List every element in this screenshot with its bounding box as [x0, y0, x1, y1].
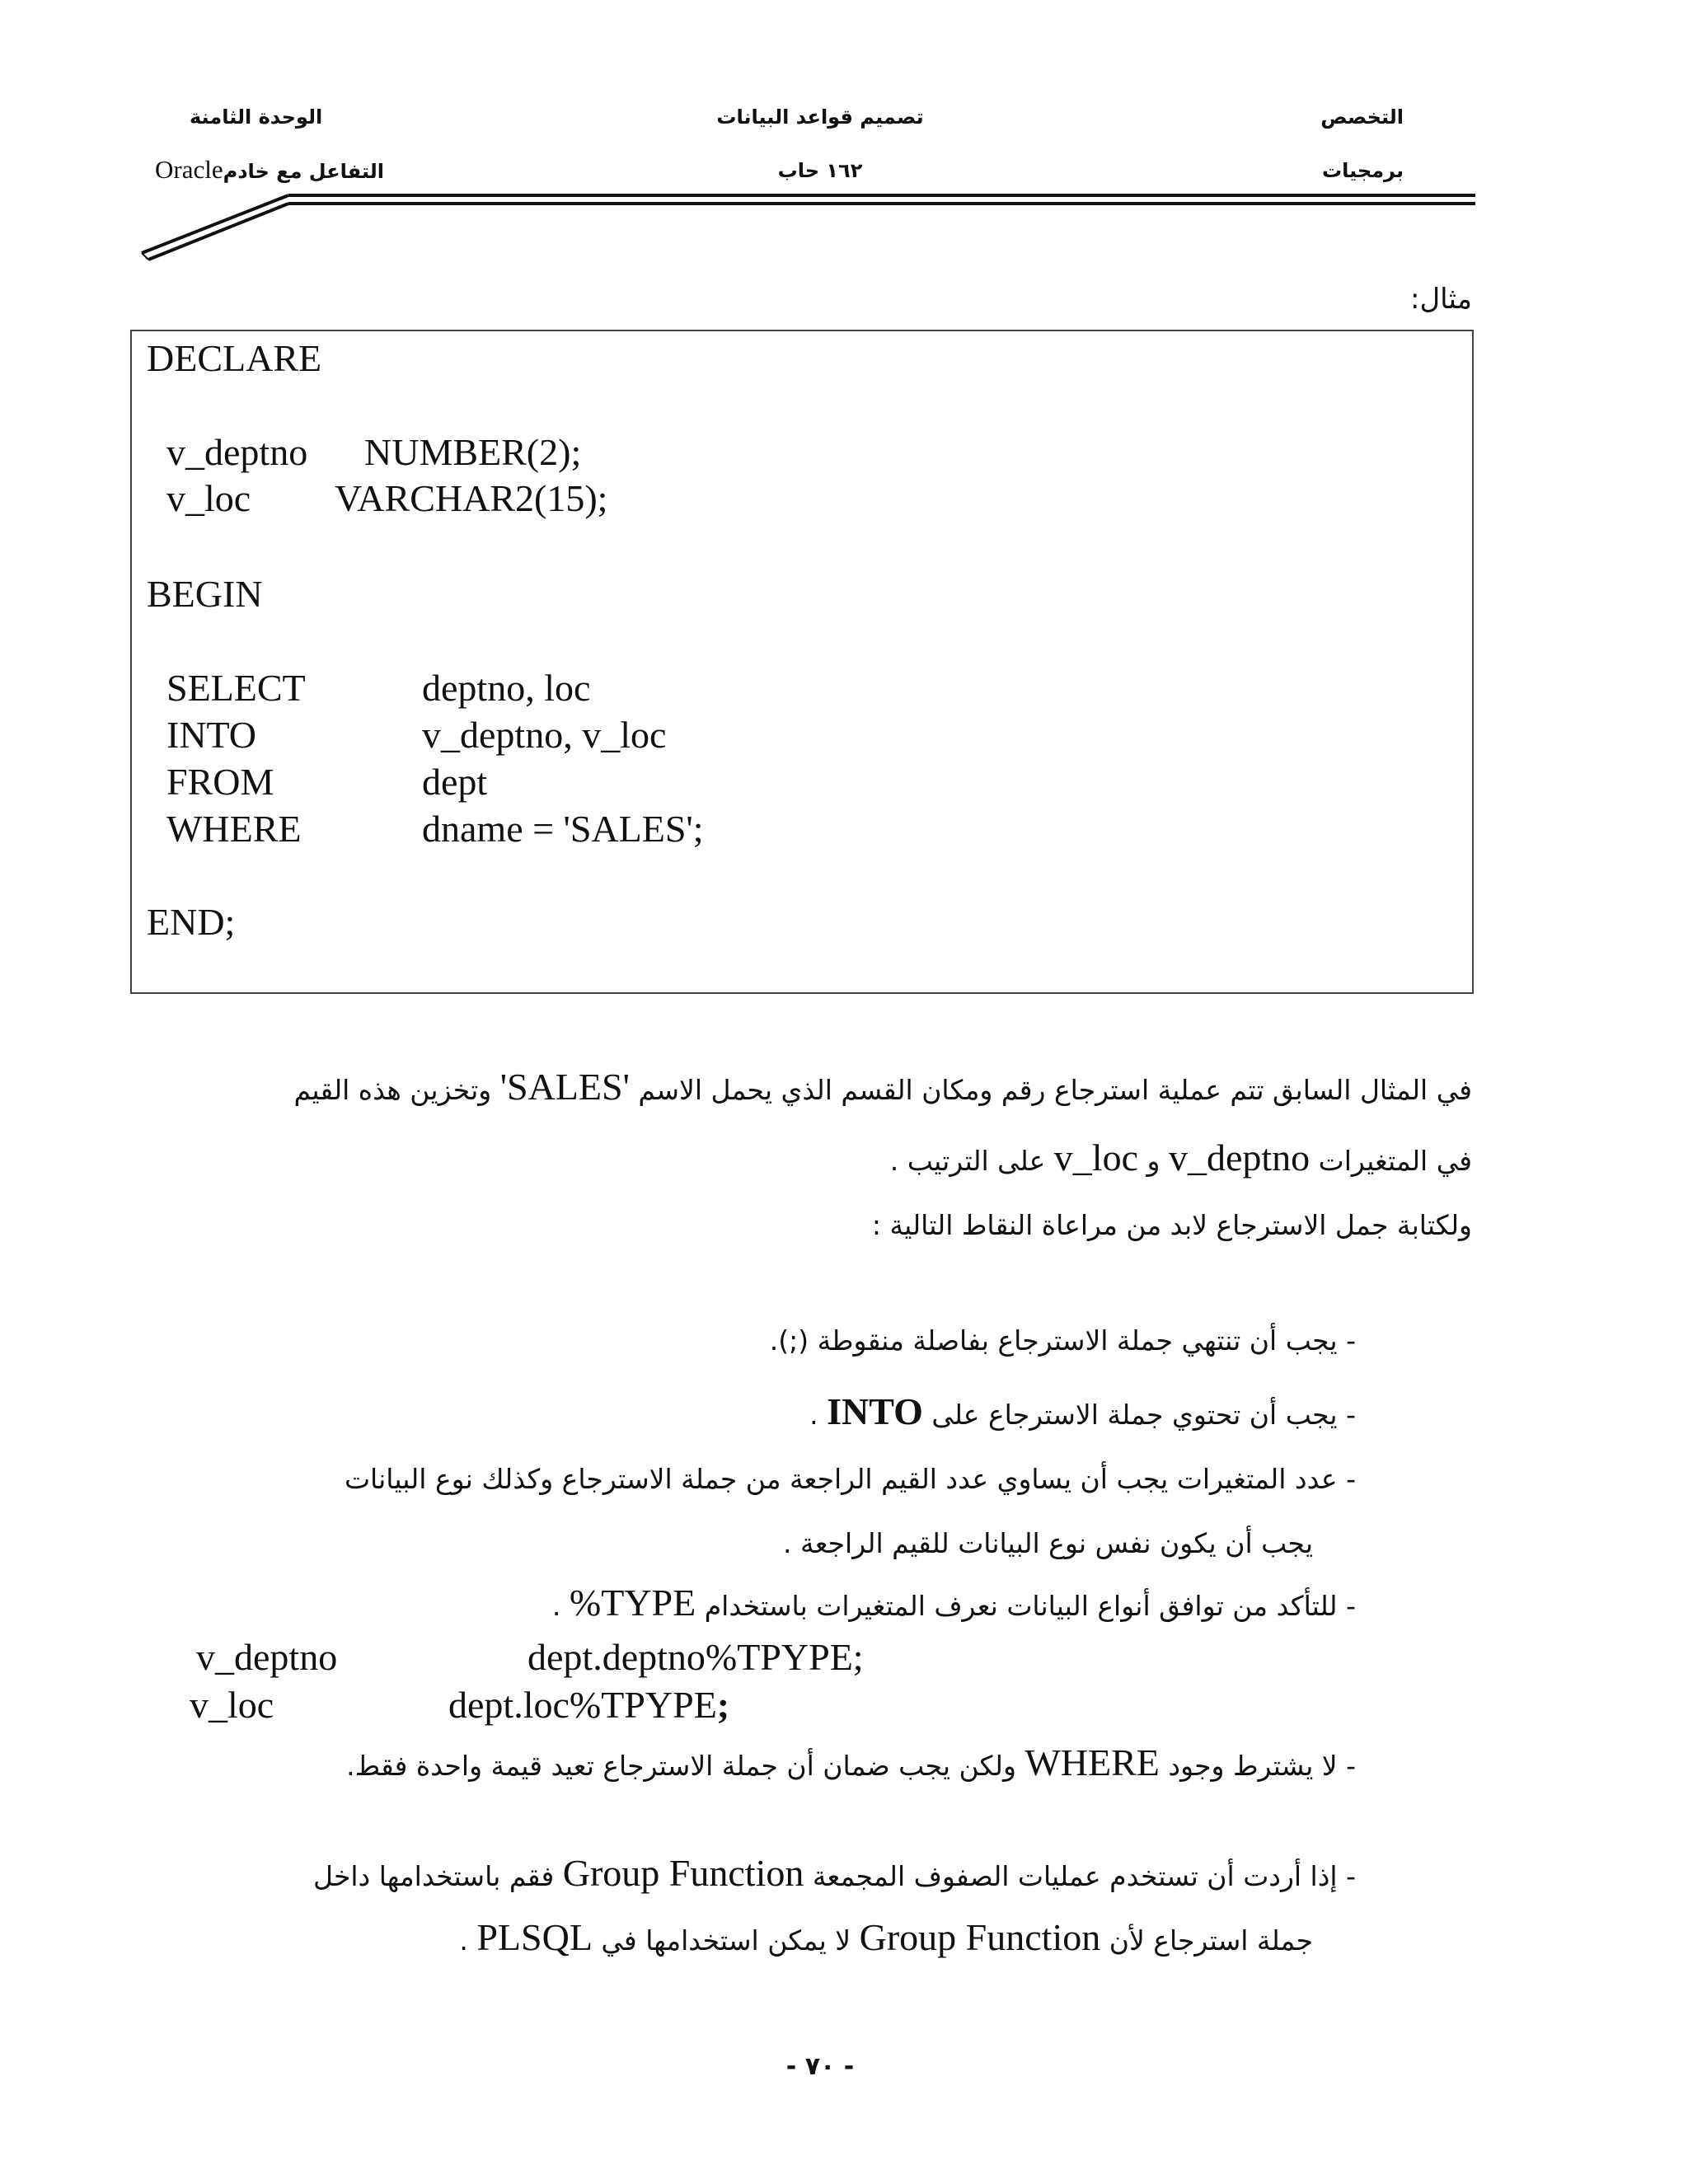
explanation-line-2a: في المتغيرات: [1318, 1145, 1472, 1177]
bullet-where-optional: [346, 1741, 1356, 1783]
bullet-group-text-h: .: [459, 1924, 468, 1957]
explanation-line-1a: في المثال السابق تتم عملية استرجاع رقم ومكان القسم الذي يحمل الاسم: [638, 1074, 1472, 1106]
bullet-type-keyword: %TYPE: [569, 1582, 696, 1624]
code-begin: BEGIN: [147, 573, 263, 615]
bullet-variable-count-cont: يجب أن يكون نفس نوع البيانات للقيم الراجعة .: [783, 1527, 1313, 1559]
code-select-keyword: SELECT: [166, 667, 306, 709]
type-example-2-value: [448, 1686, 729, 1724]
code-select-value: deptno, loc: [422, 667, 591, 709]
code-var1-name: v_deptno: [166, 431, 308, 473]
code-where-value: dname = 'SALES';: [422, 808, 704, 850]
explanation-sales-literal: 'SALES': [499, 1066, 630, 1108]
explanation-var-loc: v_loc: [1053, 1137, 1138, 1179]
code-var2-type: VARCHAR2(15);: [335, 477, 608, 519]
explanation-line-2c: و: [1146, 1145, 1160, 1177]
page-number: - ٧٠ -: [785, 2052, 855, 2081]
bullet-group-text-f: لا يمكن استخدامها في: [601, 1924, 851, 1957]
bullet-semicolon: - يجب أن تنتهي جملة الاسترجاع بفاصلة منقوطة (;).: [769, 1324, 1356, 1357]
type-example-2-semicolon: ;: [716, 1684, 730, 1726]
bullet-group-function: [313, 1854, 1356, 1892]
header-unit-title-ar: التفاعل مع خادم: [223, 160, 384, 183]
bullet-where-text-a: - لا يشترط وجود: [1168, 1750, 1356, 1782]
code-from-value: dept: [422, 761, 488, 803]
explanation-line-2: [890, 1139, 1472, 1177]
explanation-var-deptno: v_deptno: [1168, 1137, 1311, 1179]
bullet-where-keyword: WHERE: [1025, 1741, 1160, 1783]
example-label: مثال:: [1410, 283, 1472, 316]
header-course-title: تصميم قواعد البيانات: [716, 105, 924, 129]
bullet-group-function-cont: [459, 1916, 1313, 1958]
code-where-keyword: WHERE: [166, 808, 302, 850]
bullet-where-text-c: ولكن يجب ضمان أن جملة الاسترجاع تعيد قيمة واحدة فقط.: [346, 1750, 1016, 1782]
bullet-into-text: - يجب أن تحتوي جملة الاسترجاع على: [931, 1399, 1356, 1431]
bullet-type-text: - للتأكد من توافق أنواع البيانات نعرف المتغيرات باستخدام: [704, 1590, 1356, 1622]
bullet-into: [809, 1390, 1356, 1432]
bullet-variable-count: - عدد المتغيرات يجب أن يساوي عدد القيم الراجعة من جملة الاسترجاع وكذلك نوع البيانات: [344, 1463, 1356, 1495]
code-declare: DECLARE: [147, 337, 322, 379]
explanation-line-1: [293, 1068, 1472, 1106]
header-specialization-value: برمجيات: [1321, 159, 1404, 182]
bullet-type-end: .: [551, 1590, 561, 1622]
header-specialization-label: التخصص: [1320, 105, 1404, 129]
type-example-2-name: v_loc: [190, 1684, 274, 1726]
code-example-box: [130, 330, 1474, 994]
bullet-group-keyword: Group Function: [562, 1852, 804, 1894]
code-into-keyword: INTO: [166, 714, 257, 756]
code-var1-type: NUMBER(2);: [364, 431, 582, 473]
bullet-into-keyword: INTO: [827, 1390, 923, 1432]
bullet-into-end: .: [809, 1399, 818, 1431]
header-course-code: ١٦٢ حاب: [777, 159, 863, 182]
header-divider-lines: [0, 0, 1688, 272]
type-example-1-value: dept.deptno%TPYPE;: [528, 1636, 864, 1678]
type-example-2-text: dept.loc%TPYPE: [448, 1684, 717, 1726]
code-into-value: v_deptno, v_loc: [422, 714, 667, 756]
explanation-line-2e: على الترتيب .: [889, 1145, 1046, 1177]
type-example-1-name: v_deptno: [196, 1636, 338, 1678]
header-unit-title-en: Oracle: [155, 155, 223, 184]
code-end: END;: [147, 901, 236, 943]
bullet-plsql-keyword: PLSQL: [476, 1916, 593, 1958]
code-from-keyword: FROM: [166, 761, 274, 803]
bullet-group-keyword-2: Group Function: [859, 1916, 1101, 1958]
bullet-group-text-c: فقم باستخدامها داخل: [313, 1860, 555, 1892]
code-var2-name: v_loc: [166, 477, 251, 519]
explanation-line-1c: وتخزين هذه القيم: [293, 1074, 492, 1106]
bullet-group-text-d: جملة استرجاع لأن: [1109, 1924, 1313, 1957]
bullet-group-text-a: - إذا أردت أن تستخدم عمليات الصفوف المجمعة: [812, 1860, 1356, 1892]
header-unit-number: الوحدة الثامنة: [190, 105, 323, 129]
explanation-line-3: ولكتابة جمل الاسترجاع لابد من مراعاة النقاط التالية :: [871, 1209, 1472, 1241]
bullet-type-attribute: [552, 1584, 1356, 1622]
